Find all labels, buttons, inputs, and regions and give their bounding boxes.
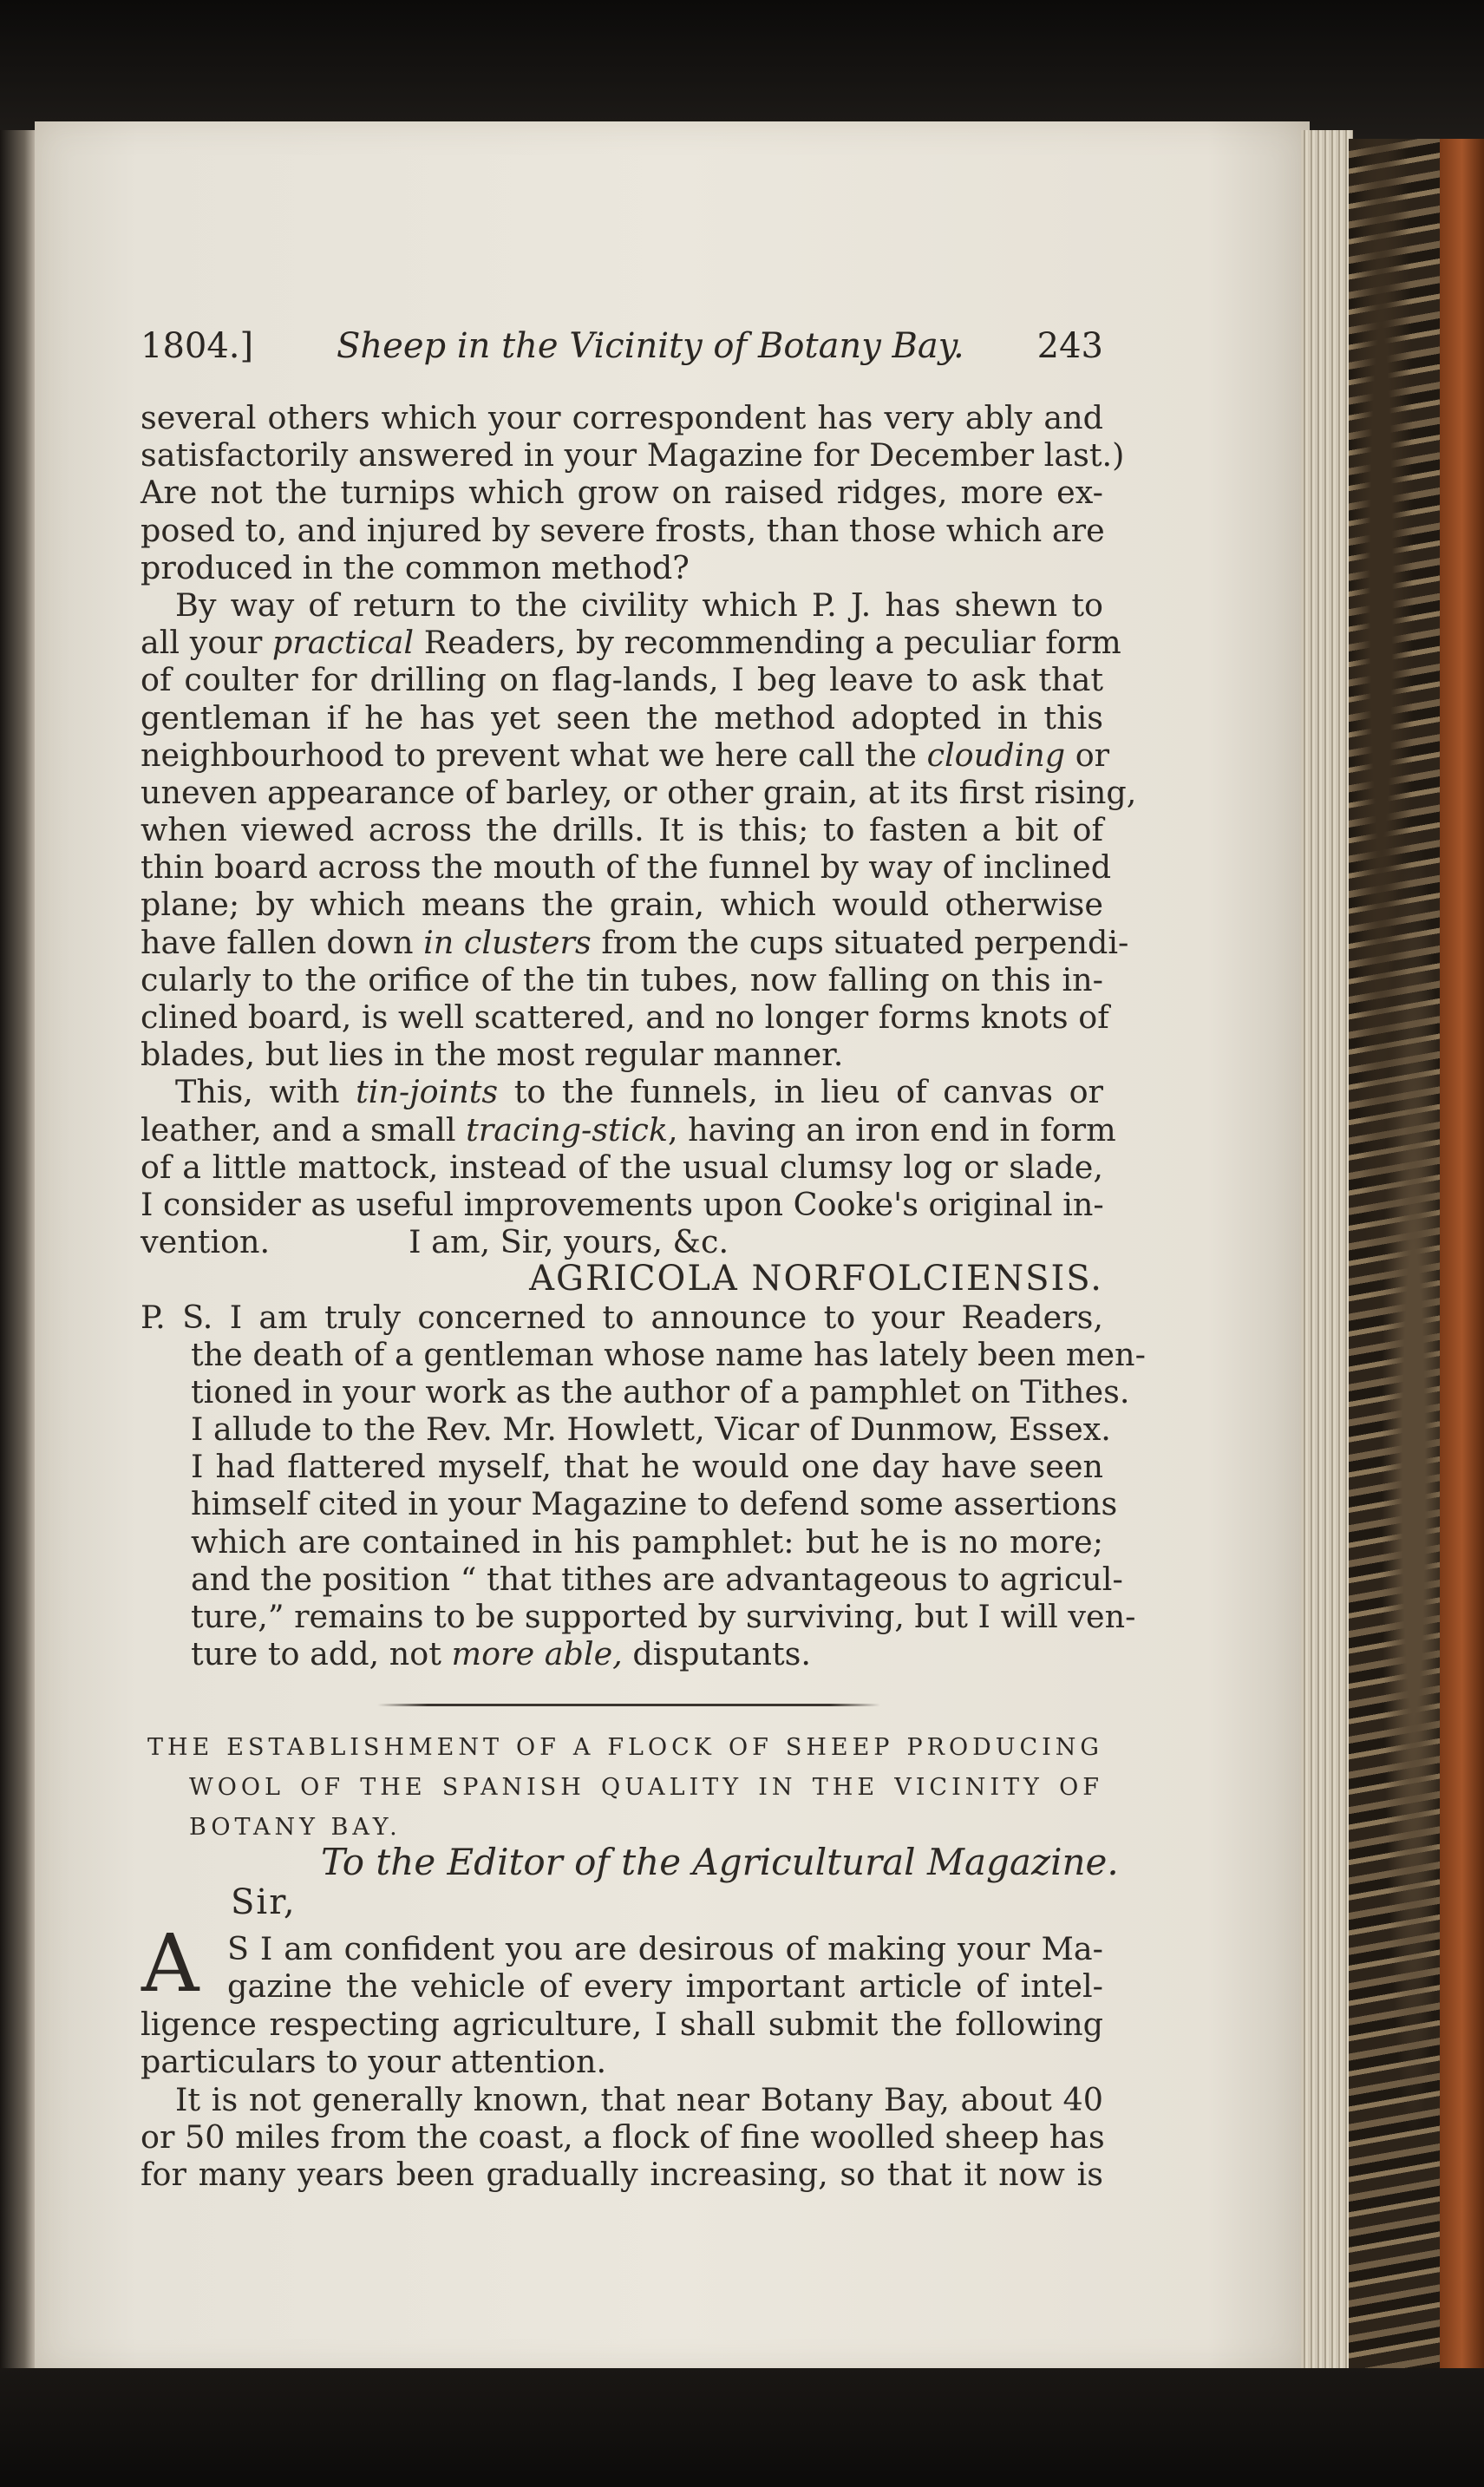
text-line: neighbourhood to prevent what we here call the clouding or: [141, 736, 1110, 774]
text-line: of coulter for drilling on flag-lands, I beg leave to ask that: [141, 661, 1103, 699]
text-line: have fallen down in clusters from the cups situated perpendi-: [141, 923, 1129, 961]
text-line: leather, and a small tracing-stick, having an iron end in form: [141, 1110, 1116, 1149]
text-line: ture,” remains to be supported by surviving, but I will ven-: [191, 1598, 1136, 1635]
emphasis-tracing-stick: tracing-stick: [466, 1110, 668, 1149]
text-line: and the position “ that tithes are advantageous to agricul-: [191, 1560, 1123, 1598]
to-editor-line: To the Editor of the Agricultural Magazine.: [321, 1841, 1119, 1883]
emphasis-more-able: more able,: [451, 1635, 623, 1673]
text-line: I had flattered myself, that he would one day have seen: [191, 1448, 1103, 1486]
header-year: 1804.]: [141, 326, 254, 366]
header-title: Sheep in the Vicinity of Botany Bay.: [337, 326, 964, 366]
text-line: or 50 miles from the coast, a flock of fine woolled sheep has: [141, 2117, 1105, 2156]
text-line: gazine the vehicle of every important article of intel-: [227, 1967, 1103, 2006]
letter-body: [141, 399, 1146, 1673]
emphasis-in-clusters: in clusters: [423, 923, 592, 961]
section-divider: [377, 1704, 880, 1706]
text-line: when viewed across the drills. It is this; to fasten a bit of: [141, 811, 1103, 849]
facing-page-edge: [0, 130, 35, 2386]
background-top: [0, 0, 1484, 139]
text-line: P. S. I am truly concerned to announce to your Readers,: [141, 1298, 1103, 1336]
text-line: of a little mattock, instead of the usual clumsy log or slade,: [141, 1148, 1103, 1186]
heading-line: WOOL OF THE SPANISH QUALITY IN THE VICINITY OF: [189, 1774, 1103, 1801]
emphasis-practical: practical: [271, 624, 415, 662]
text-line: I allude to the Rev. Mr. Howlett, Vicar of Dunmow, Essex.: [191, 1410, 1111, 1449]
drop-cap: A: [141, 1917, 199, 2010]
text-line: posed to, and injured by severe frosts, than those which are: [141, 511, 1105, 549]
text-line: uneven appearance of barley, or other grain, at its first rising,: [141, 773, 1137, 811]
text-line: S I am confident you are desirous of making your Ma-: [227, 1930, 1103, 1967]
emphasis-clouding: clouding: [926, 736, 1066, 774]
text-line: plane; by which means the grain, which would otherwise: [141, 886, 1103, 924]
heading-line: THE ESTABLISHMENT OF A FLOCK OF SHEEP PRODUCING: [147, 1734, 1103, 1761]
text-line: satisfactorily answered in your Magazine for December last.): [141, 436, 1125, 474]
article-heading: [147, 1728, 1103, 1848]
text-line: several others which your correspondent has very ably and: [141, 399, 1103, 436]
page-edges: [1301, 130, 1353, 2368]
text-line: By way of return to the civility which P. J. has shewn to: [175, 586, 1103, 624]
text-line: all your practical Readers, by recommending a peculiar form: [141, 624, 1121, 662]
text-line: cularly to the orifice of the tin tubes, now falling on this in-: [141, 960, 1103, 998]
heading-line: BOTANY BAY.: [189, 1814, 402, 1841]
text-line: ture to add, not more able, disputants.: [191, 1635, 811, 1673]
running-header: [141, 326, 1103, 375]
text-line: particulars to your attention.: [141, 2043, 607, 2081]
text-line: thin board across the mouth of the funnel by way of inclined: [141, 848, 1112, 887]
leather-spine: [1440, 139, 1484, 2377]
text-line: Are not the turnips which grow on raised ridges, more ex-: [141, 474, 1103, 512]
text-line: vention. I am, Sir, yours, &c.: [141, 1223, 729, 1261]
text-line: I consider as useful improvements upon Cooke's original in-: [141, 1185, 1104, 1223]
background-bottom: [0, 2368, 1484, 2487]
text-line: himself cited in your Magazine to defend some assertions: [191, 1485, 1118, 1523]
text-line: This, with tin-joints to the funnels, in lieu of canvas or: [175, 1073, 1103, 1111]
text-line: It is not generally known, that near Botany Bay, about 40: [175, 2080, 1103, 2118]
salutation: Sir,: [231, 1882, 297, 1922]
signature: AGRICOLA NORFOLCIENSIS.: [529, 1259, 1103, 1299]
text-line: ligence respecting agriculture, I shall submit the following: [141, 2005, 1103, 2043]
emphasis-tin-joints: tin-joints: [356, 1073, 499, 1111]
text-line: which are contained in his pamphlet: but he is no more;: [191, 1522, 1103, 1561]
text-line: tioned in your work as the author of a pamphlet on Tithes.: [191, 1372, 1130, 1410]
text-line: the death of a gentleman whose name has lately been men-: [191, 1335, 1146, 1373]
text-line: gentleman if he has yet seen the method adopted in this: [141, 698, 1103, 736]
text-line: clined board, is well scattered, and no longer forms knots of: [141, 998, 1109, 1036]
page-number: 243: [1036, 326, 1103, 366]
text-line: for many years been gradually increasing, so that it now is: [141, 2156, 1103, 2194]
text-line: blades, but lies in the most regular manner.: [141, 1036, 844, 1074]
text-line: produced in the common method?: [141, 548, 690, 586]
article-body: [141, 1917, 1105, 2194]
